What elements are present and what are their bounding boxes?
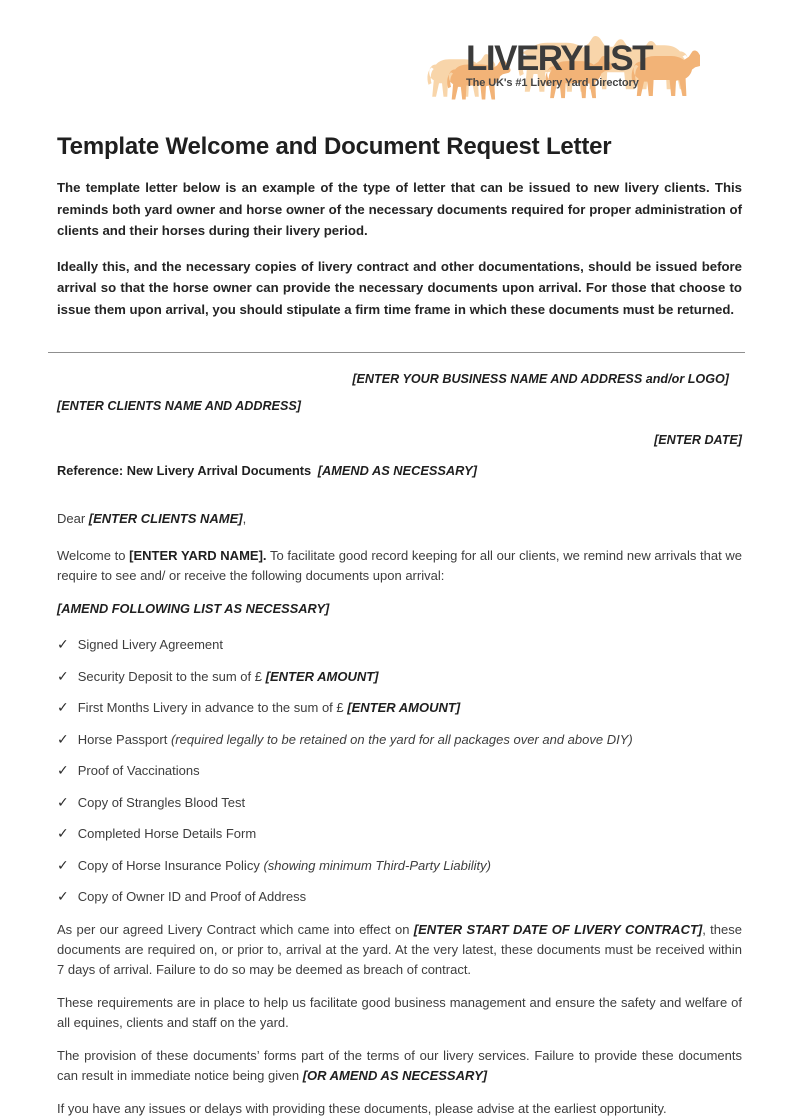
liverylist-logo bbox=[422, 24, 700, 106]
item-note: (required legally to be retained on the yard for all packages over and above DIY) bbox=[170, 731, 633, 747]
list-amend-note: [AMEND FOLLOWING LIST AS NECESSARY] bbox=[57, 601, 330, 616]
requirements-paragraph: These requirements are in place to help us facilitate good business management and ensure the safety and welfare of all equines, clients and staff on the yard. bbox=[57, 995, 742, 1030]
checkmark-icon: ✓ bbox=[57, 667, 69, 684]
checkmark-icon: ✓ bbox=[57, 730, 69, 747]
checkmark-icon: ✓ bbox=[57, 825, 69, 841]
placeholder-token: [ENTER AMOUNT] bbox=[347, 700, 461, 715]
provision-paragraph bbox=[57, 1046, 742, 1086]
document-checklist bbox=[57, 635, 742, 907]
checklist-item-text: First Months Livery in advance to the sum of £ [ENTER AMOUNT] bbox=[77, 700, 461, 715]
checklist-item bbox=[57, 698, 742, 718]
checkmark-icon: ✓ bbox=[57, 856, 69, 873]
business-name-placeholder-line bbox=[57, 369, 742, 389]
intro-paragraph-1: The template letter below is an example of the type of letter that can be issued to new livery clients. This reminds both yard owner and horse owner of the necessary documents required for proper administration of clients and their horses during their livery period. bbox=[57, 180, 742, 238]
checklist-item bbox=[57, 635, 742, 655]
reference-label: Reference: New Livery Arrival Documents bbox=[57, 463, 312, 478]
welcome-prefix: Welcome to bbox=[57, 548, 130, 563]
placeholder-token: [AMEND AS NECESSARY] bbox=[317, 463, 477, 478]
checklist-item-text: Completed Horse Details Form bbox=[77, 826, 257, 841]
section-divider bbox=[48, 352, 745, 353]
checklist-item bbox=[57, 761, 742, 781]
welcome-paragraph bbox=[57, 546, 742, 586]
brand-primary: LIVERY bbox=[466, 39, 583, 78]
welcome-rest: To facilitate good record keeping for all our clients, we remind new arrivals that we require to see and/ or receive the following documents upon arrival: bbox=[57, 548, 742, 583]
item-note: (showing minimum Third-Party Liability) bbox=[263, 857, 491, 873]
brand-secondary: LIST bbox=[582, 39, 652, 78]
intro-paragraph-2: Ideally this, and the necessary copies of livery contract and other documentations, should be issued before arrival so that the horse owner can provide the necessary documents upon arrival. For those that choose to issue them upon arrival, you should stipulate a firm time frame in which these documents must be returned. bbox=[57, 258, 742, 317]
reference-line bbox=[57, 461, 742, 481]
document-content bbox=[0, 134, 790, 1117]
checklist-item bbox=[57, 667, 742, 687]
yard-name-placeholder: [ENTER YARD NAME]. bbox=[129, 548, 267, 563]
checklist-item-text: Security Deposit to the sum of £ [ENTER AMOUNT] bbox=[77, 668, 379, 684]
checklist-item-text: Copy of Horse Insurance Policy (showing minimum Third-Party Liability) bbox=[77, 857, 491, 873]
checklist-item-text: Copy of Owner ID and Proof of Address bbox=[77, 889, 307, 904]
brand-wordmark bbox=[466, 39, 652, 78]
checkmark-icon: ✓ bbox=[57, 888, 69, 904]
closing-paragraphs bbox=[57, 920, 742, 1117]
logo-text bbox=[466, 41, 652, 89]
contract-paragraph bbox=[57, 920, 742, 980]
checkmark-icon: ✓ bbox=[57, 793, 69, 810]
placeholder-token: [ENTER AMOUNT] bbox=[265, 668, 379, 684]
placeholder-token: [OR AMEND AS NECESSARY] bbox=[302, 1068, 488, 1083]
date-placeholder-line bbox=[57, 430, 742, 450]
checklist-item bbox=[57, 856, 742, 876]
issues-paragraph: If you have any issues or delays with providing these documents, please advise at the earliest opportunity. bbox=[57, 1101, 667, 1116]
checklist-item bbox=[57, 824, 742, 844]
salutation-prefix: Dear bbox=[57, 511, 89, 526]
salutation-suffix: , bbox=[242, 511, 247, 526]
checklist-item-text: Horse Passport (required legally to be retained on the yard for all packages over and above DIY) bbox=[77, 731, 633, 747]
provision-pre: The provision of these documents’ forms part of the terms of our livery services. Failure to provide these documents can result in immediate notice being given bbox=[57, 1048, 742, 1083]
contract-pre: As per our agreed Livery Contract which came into effect on bbox=[57, 922, 414, 937]
placeholder-token: [ENTER CLIENTS NAME AND ADDRESS] bbox=[57, 399, 301, 413]
salutation-line bbox=[57, 509, 742, 529]
contract-post: , these documents are required on, or prior to, arrival at the yard. At the very latest, these documents must be received within 7 days of arrival. Failure to do so may be deemed as breach of contract. bbox=[57, 922, 742, 977]
checklist-item-text: Proof of Vaccinations bbox=[77, 763, 200, 778]
checkmark-icon: ✓ bbox=[57, 762, 69, 778]
checklist-item bbox=[57, 730, 742, 750]
checklist-item bbox=[57, 793, 742, 813]
placeholder-token: [ENTER START DATE OF LIVERY CONTRACT] bbox=[413, 922, 703, 937]
page-title: Template Welcome and Document Request Letter bbox=[57, 133, 612, 160]
placeholder-token: [ENTER YOUR BUSINESS NAME AND ADDRESS and/or LOGO] bbox=[352, 372, 729, 386]
checkmark-icon: ✓ bbox=[57, 636, 69, 652]
placeholder-token: [ENTER CLIENTS NAME] bbox=[88, 511, 243, 526]
logo-area bbox=[0, 0, 790, 106]
brand-tagline: The UK's #1 Livery Yard Directory bbox=[466, 77, 639, 89]
placeholder-token: [ENTER DATE] bbox=[654, 433, 742, 447]
client-name-placeholder-line bbox=[57, 396, 742, 416]
checklist-item-text: Copy of Strangles Blood Test bbox=[77, 794, 246, 810]
checklist-item-text: Signed Livery Agreement bbox=[77, 637, 223, 652]
checkmark-icon: ✓ bbox=[57, 699, 69, 715]
checklist-item bbox=[57, 887, 742, 907]
